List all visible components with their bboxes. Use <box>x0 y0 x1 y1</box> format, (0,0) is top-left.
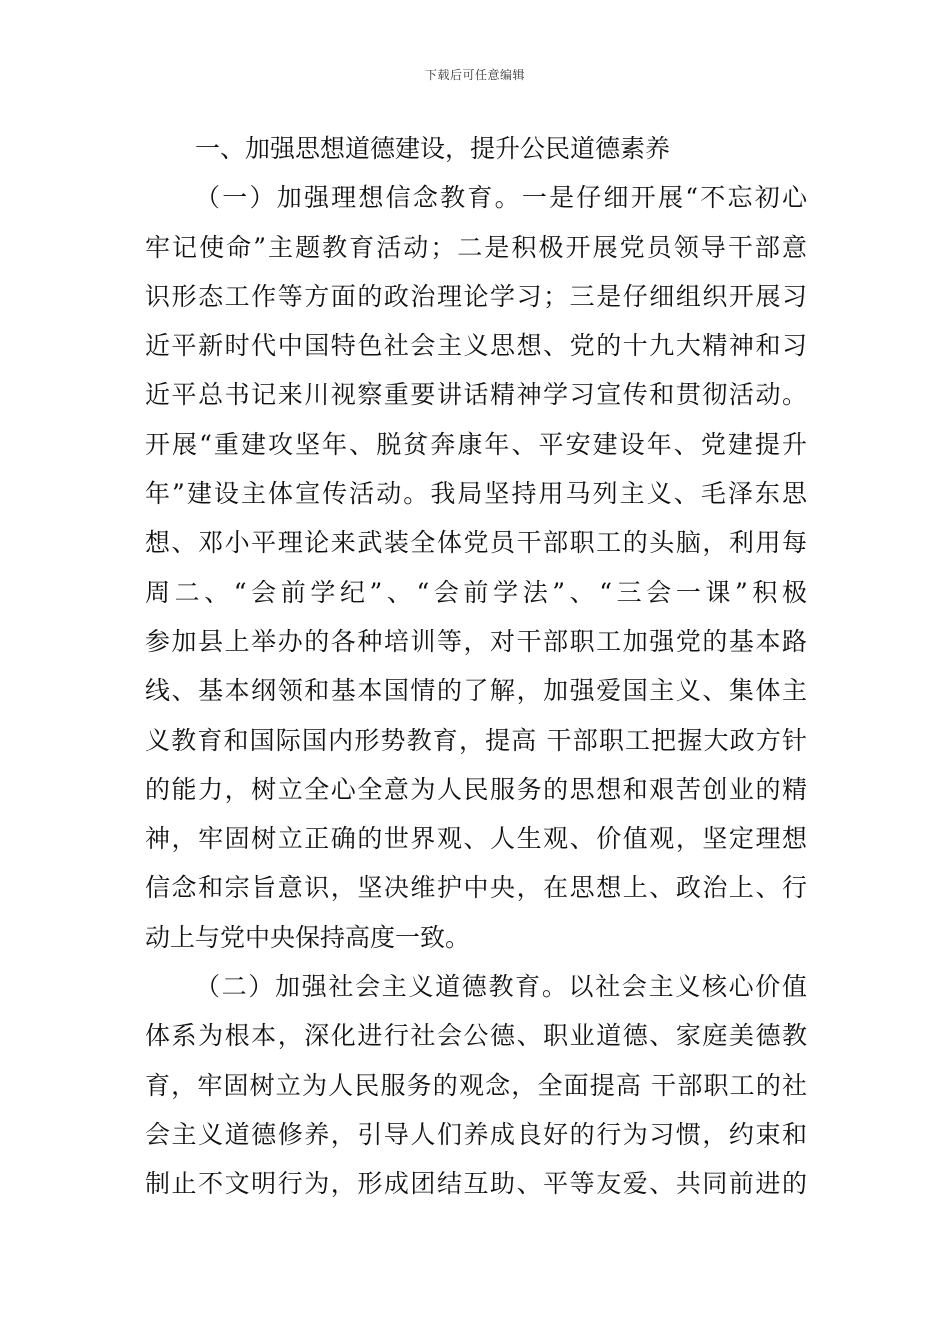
text-line: 识形态工作等方面的政治理论学习；三是仔细组织开展习 <box>145 281 807 311</box>
text-line: 神，牢固树立正确的世界观、人生观、价值观，坚定理想 <box>145 824 807 854</box>
text-line: 的能力，树立全心全意为人民服务的思想和艰苦创业的精 <box>145 774 807 804</box>
text-line: 参加县上举办的各种培训等，对干部职工加强党的基本路 <box>145 626 807 656</box>
text-line: 开展“重建攻坚年、脱贫奔康年、平安建设年、党建提升 <box>145 429 807 459</box>
text-line: （二）加强社会主义道德教育。以社会主义核心价值 <box>195 972 807 1002</box>
text-line: 近平新时代中国特色社会主义思想、党的十九大精神和习 <box>145 331 807 361</box>
text-line: 体系为根本，深化进行社会公德、职业道德、家庭美德教 <box>145 1021 807 1051</box>
text-line: 近平总书记来川视察重要讲话精神学习宣传和贯彻活动。 <box>145 380 807 410</box>
text-line: 制止不文明行为，形成团结互助、平等友爱、共同前进的 <box>145 1169 807 1199</box>
text-line: 年”建设主体宣传活动。我局坚持用马列主义、毛泽东思 <box>145 479 807 509</box>
text-line: 线、基本纲领和基本国情的了解，加强爱国主义、集体主 <box>145 676 807 706</box>
text-line: 牢记使命”主题教育活动；二是积极开展党员领导干部意 <box>145 232 807 262</box>
text-line: （一）加强理想信念教育。一是仔细开展“不忘初心 <box>195 183 807 213</box>
document-body <box>145 124 807 1209</box>
text-line: 信念和宗旨意识，坚决维护中央，在思想上、政治上、行 <box>145 873 807 903</box>
header-note: 下载后可任意编辑 <box>424 68 525 82</box>
text-line: 育，牢固树立为人民服务的观念，全面提高 干部职工的社 <box>145 1070 807 1100</box>
text-line: 想、邓小平理论来武装全体党员干部职工的头脑，利用每 <box>145 528 807 558</box>
text-line: 动上与党中央保持高度一致。 <box>145 922 471 952</box>
text-line: 会主义道德修养，引导人们养成良好的行为习惯，约束和 <box>145 1119 807 1149</box>
paragraph-1 <box>145 173 807 962</box>
paragraph-2 <box>145 962 807 1208</box>
text-line: 义教育和国际国内形势教育，提高 干部职工把握大政方针 <box>145 725 807 755</box>
text-line: 周二、“会前学纪”、“会前学法”、“三会一课”积极 <box>145 577 807 607</box>
section-heading: 一、加强思想道德建设，提升公民道德素养 <box>195 134 671 163</box>
